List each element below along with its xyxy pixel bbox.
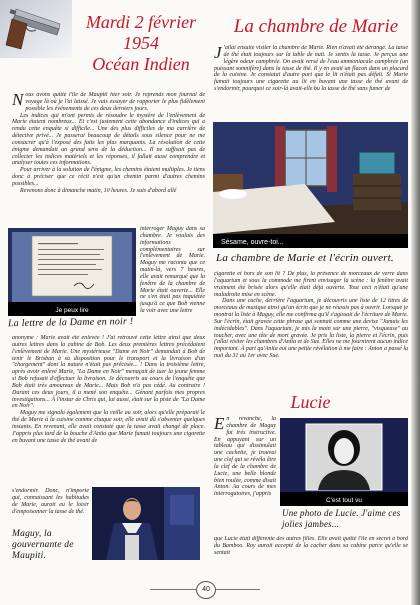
letter-handwritten-caption: La lettre de la Dame en noir ! bbox=[7, 316, 134, 330]
body-paragraph: s'endormir. Donc, n'importe qui, connaissant les habitudes de Marie, aurait eu le loisir d'empoisonner la tasse de thé. bbox=[12, 488, 89, 515]
section-title-marie-room: La chambre de Marie bbox=[233, 16, 399, 37]
curtain-left bbox=[275, 126, 285, 192]
body-paragraph: Les indices qui m'ont permis de résoudre le mystère de l'enlèvement de Marie étaient nombreux... Et c'est justement cette abondance d'indices qui a rendu cette enquête si difficile... Une des plus difficiles de ma carrière de détective privé... Je passerai beaucoup de détails sous silence pour ne me consacrer qu'à l'exposé des faits les plus marquants. La résolution de cette énigme demandait un grand sens de la déduction... Il ne suffisait pas de collecter les indices matériels et les réponses, il fallait aussi comprendre et analyser toutes ces informations. bbox=[12, 112, 205, 167]
body-paragraph: cigarette et hors de son lit ? De plus, la présence de morceaux de verre dans l'aquarium et sous la commode me firent envisager la scène : la fenêtre avait vraiment été brisée alors qu'elle était déjà ouverte. Tout ceci n'était qu'une maladroite mise en scène. bbox=[214, 271, 408, 298]
section-title-lucie: Lucie bbox=[290, 392, 331, 412]
body-paragraph: Revenons donc à dimanche matin, 10 heures. Je suis d'abord allé bbox=[20, 187, 177, 194]
letter-paper bbox=[32, 236, 112, 296]
paragraph-text: n revanche, la chambre de Maguy fut très instructive. En appuyant sur un tableau qui dissimulait une cachette, je trouvai une clef qui se révéla être la clef de la chambre de Lucie, une belle blonde bien roulée, comme disait Anton. Au cours de mes interrogatoires, j'appris bbox=[214, 416, 276, 498]
right-column-bottom-text bbox=[214, 536, 408, 558]
body-paragraph: Pour arriver à la solution de l'énigme, les chemins étaient multiples. Je tiens donc à préciser que ce récit n'est qu'un chemin parmi d'autres chemins possibles... bbox=[12, 167, 205, 187]
revolver-illustration bbox=[0, 0, 72, 58]
left-column-top-text bbox=[12, 92, 205, 226]
left-column-middle-text bbox=[12, 335, 205, 487]
page-binding-shadow bbox=[411, 0, 420, 605]
page-title-date bbox=[72, 12, 210, 75]
title-line: 1954 bbox=[123, 33, 159, 53]
lucie-handwritten-caption: Une photo de Lucie. J'aime ces jolies jambes... bbox=[282, 508, 401, 529]
maguy-head bbox=[123, 498, 141, 520]
maguy-handwritten-caption: Maguy, la gouvernante de Maupiti. bbox=[12, 529, 74, 561]
drop-cap: N bbox=[12, 92, 24, 109]
letter-screenshot bbox=[8, 228, 136, 316]
body-paragraph: anonyme : Marie avait été enlevée ! J'ai retrouvé cette lettre ainsi que deux autres lettres dans la cabine de Bob. Les deux premières lettres précédaient l'enlèvement de Marie. Une mystérieuse "Dame en Noir" demandait à Bob de tenir le Brisban à sa disposition pour le transport et la livraison d'un "chargement" dont la nature n'était pas précisée... ! Dans la troisième lettre, après avoir enlevé Marie, "La Dame en Noir" menaçait de tuer la jeune femme si Bob refusait d'effectuer la livraison. Je découvris au cours de l'enquête que Bob était très amoureux de Marie... Mais Bob n'a pas cédé. Au contraire ! Durant ces deux jours, il a mené son enquête... Gênant parfois mes propres investigations... À l'instar de Chris qui, lui aussi, était sur la piste de "La Dame en Noir". bbox=[12, 335, 205, 410]
right-column-lucie-text bbox=[214, 416, 276, 535]
left-column-beside-maguy-text bbox=[12, 488, 89, 528]
dialogue-text: Sésame, ouvre-toi... bbox=[221, 239, 284, 246]
aquarium bbox=[359, 152, 395, 174]
maguy-screenshot bbox=[92, 487, 200, 560]
body-paragraph: Dans une cache, derrière l'aquarium, je découvris une liste de 12 titres de morceaux de musique ainsi qu'un écrin que je ne réussis pas à ouvrir. Lorsque je montrai la liste à Maguy, elle me confirma qu'il s'agissait de l'écriture de Marie. Sur l'écrin, était gravée cette phrase qui sonnait comme une devise "Jamais les indécidables". Dans l'aquarium, je mis la main sur une pierre, "visqueuse" au toucher, avec une tête de mort gravée. Je pris la liste, la pierre et l'écrin, puis j'allai visiter les chambres d'Anita et de Sue. Elles ne me fournirent aucun indice important. À part qu'Anita eut une petite révélation à me faire : Anton a passé la nuit du 31 au 1er avec Sue. bbox=[214, 298, 408, 360]
lucie-face bbox=[334, 438, 354, 464]
paragraph-text: 'allai ensuite visiter la chambre de Marie. Rien n'avait été dérangé. La tasse de thé était toujours sur la table de nuit. Je sentis la tasse. Je perçus une légère odeur camphrée. On avait versé de l'eau ammoniacale camphrée (un puissant somnifère) dans la tasse de thé. Il y en avait un flacon dans un placard de la cuisine. Je constatai d'autre part que le lit n'était pas défait. Si Marie fumait toujours une cigarette au lit en buvant une tasse de thé avant de s'endormir, pourquoi ce soir-là avait-elle bu la tasse de thé sans fumer de bbox=[214, 45, 408, 93]
commode bbox=[353, 174, 401, 210]
body-paragraph bbox=[12, 92, 205, 113]
bed-pillow bbox=[219, 189, 247, 199]
dialogue-text: Je peux lire bbox=[55, 307, 89, 314]
body-paragraph bbox=[214, 45, 408, 93]
curtain-right bbox=[327, 126, 337, 192]
right-column-top-text bbox=[214, 45, 408, 120]
marie-room-handwritten-caption: La chambre de Marie et l'écrin ouvert. bbox=[216, 252, 394, 264]
body-paragraph: que Lucie était différente des autres filles. Elle avait quitté l'île en secret à bord du Bamboo. Roy aurait accepté de la cacher dans sa cabine parce qu'elle se sentait bbox=[214, 536, 408, 556]
body-paragraph: Maguy me signala également que la veille au soir, alors qu'elle préparait le thé de Marie à la cuisine comme chaque soir, elle avait dû s'absenter quelques instants. En revenant, elle avait constaté que la tasse avait changé de place. J'appris plus tard de la bouche d'Anita que Marie fumait toujours une cigarette en buvant une tasse de thé avant de bbox=[12, 410, 205, 444]
lucie-photo-screenshot bbox=[280, 418, 408, 506]
title-line: Océan Indien bbox=[92, 54, 190, 74]
body-paragraph bbox=[214, 416, 276, 498]
marie-room-screenshot bbox=[213, 122, 408, 248]
right-column-middle-text bbox=[214, 271, 408, 389]
paragraph-text: ous avons quitté l'île de Maupiti hier soir. Je reprends mon journal de voyage là où je l'ai laissé. Je vais essayer de rapporter le plus fidèlement possible les événements de ces deux derniers jours. bbox=[25, 92, 205, 112]
page-number: 40 bbox=[196, 581, 216, 599]
dialogue-text: C'est tout vu bbox=[326, 497, 362, 504]
left-column-beside-letter-text bbox=[140, 226, 205, 334]
side-panel-detail bbox=[170, 495, 194, 525]
title-line: Mardi 2 février bbox=[85, 12, 197, 32]
drop-cap: J bbox=[214, 45, 222, 62]
body-paragraph: interroger Maguy dans sa chambre. Je voulais des informations complémentaires sur l'enlèvement de Marie. Maguy me raconta que ce matin-là, vers 7 heures, elle avait remarqué que la fenêtre de la chambre de Marie était ouverte... Elle ne s'en était pas inquiétée jusqu'à ce que Bob vienne la voir avec une lettre bbox=[140, 226, 205, 315]
drop-cap: E bbox=[214, 416, 225, 433]
maguy-apron bbox=[125, 535, 139, 560]
